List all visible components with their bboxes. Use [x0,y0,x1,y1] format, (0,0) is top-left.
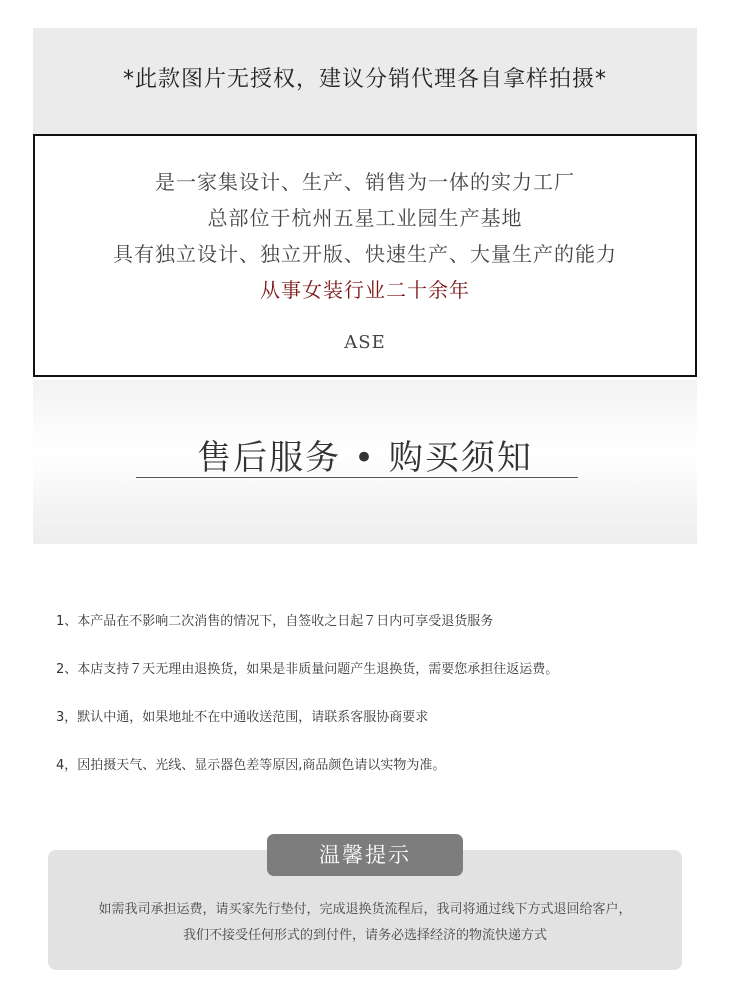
intro-lines [35,136,695,308]
brand-name: ASE [344,332,386,353]
intro-line: 是一家集设计、生产、销售为一体的实力工厂 [155,170,575,194]
term-item: 2、本店支持７天无理由退换货，如果是非质量问题产生退换货，需要您承担往返运费。 [56,662,559,677]
title-underline [136,477,578,478]
tips-line: 我们不接受任何形式的到付件，请务必选择经济的物流快递方式 [182,928,547,943]
term-item: 1、本产品在不影响二次消售的情况下，自签收之日起７日内可享受退货服务 [56,614,494,629]
tips-text [48,897,682,949]
terms-list [56,610,696,802]
section-title: 售后服务 • 购买须知 [197,438,533,478]
term-item: 4，因拍摄天气、光线、显示器色差等原因,商品颜色请以实物为准。 [56,758,446,773]
company-intro-box [33,134,697,377]
term-item: 3，默认中通，如果地址不在中通收送范围，请联系客服协商要求 [56,710,429,725]
notice-banner [33,28,697,134]
intro-line: 总部位于杭州五星工业园生产基地 [207,206,523,230]
tips-badge: 温馨提示 [267,834,463,876]
intro-line: 具有独立设计、独立开版、快速生产、大量生产的能力 [113,242,617,266]
notice-text: *此款图片无授权，建议分销代理各自拿样拍摄* [122,66,607,92]
tips-line: 如需我司承担运费，请买家先行垫付，完成退换货流程后，我司将通过线下方式退回给客户， [98,902,632,917]
intro-highlight: 从事女装行业二十余年 [260,278,470,302]
section-banner [33,380,697,544]
